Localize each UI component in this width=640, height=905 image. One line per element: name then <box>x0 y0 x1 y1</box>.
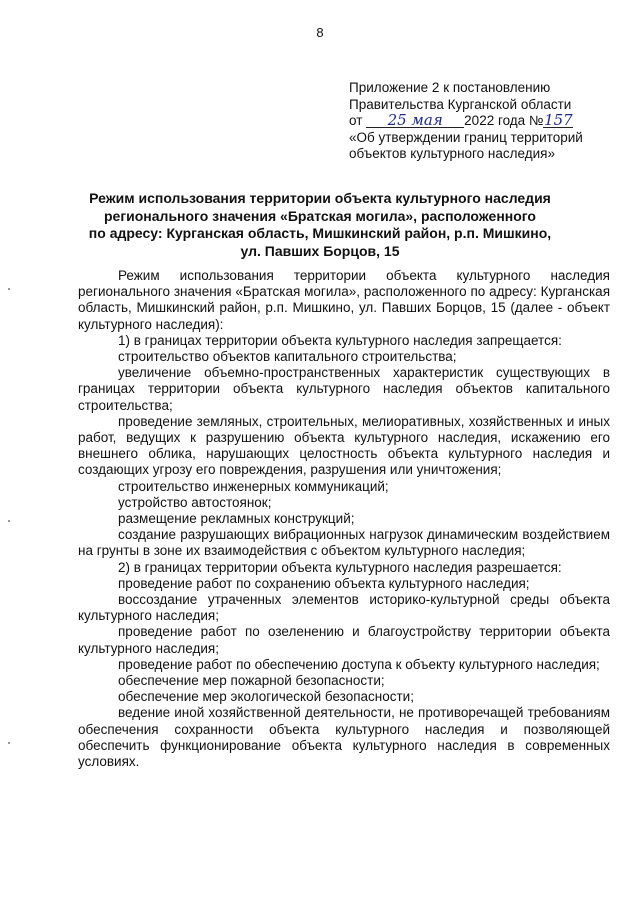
page-number: 8 <box>316 25 324 40</box>
paragraph: устройство автостоянок; <box>118 494 272 510</box>
date-prefix: от <box>349 113 363 128</box>
appendix-line: «Об утверждении границ территорий <box>349 129 583 145</box>
appendix-date-line <box>349 113 629 130</box>
paragraph: увеличение объемно-пространственных характеристик существующих в границах территории объекта культурного наследия объектов капитального строительства; <box>78 365 610 413</box>
paragraph: проведение земляных, строительных, мелиоративных, хозяйственных и иных работ, ведущих к разрушению объекта культурного наследия, искажению его внешнего облика, нарушающих целостность объекта культурного наследия и создающих угрозу его повреждения, разрушения или уничтожения; <box>78 413 610 478</box>
title-line: Режим использования территории объекта культурного наследия <box>89 190 551 206</box>
margin-mark <box>8 288 10 290</box>
date-field <box>366 111 464 129</box>
document-title <box>60 190 580 260</box>
handwritten-date: 25 мая <box>387 111 443 129</box>
paragraph: обеспечение мер пожарной безопасности; <box>118 673 385 689</box>
paragraph: воссоздание утраченных элементов историко-культурной среды объекта культурного наследия; <box>78 592 610 624</box>
margin-mark <box>8 742 10 744</box>
appendix-line: Приложение 2 к постановлению <box>349 80 551 95</box>
paragraph: 2) в границах территории объекта культурного наследия разрешается: <box>118 559 562 575</box>
margin-mark <box>8 520 10 522</box>
document-body <box>78 268 610 770</box>
paragraph: 1) в границах территории объекта культурного наследия запрещается: <box>118 332 562 348</box>
year-number-label: 2022 года № <box>464 113 544 128</box>
paragraph: обеспечение мер экологической безопасности; <box>118 689 414 705</box>
handwritten-number: 157 <box>544 111 573 129</box>
number-field <box>543 111 573 129</box>
title-line: ул. Павших Борцов, 15 <box>240 242 400 259</box>
appendix-block <box>349 80 629 163</box>
paragraph: проведение работ по озеленению и благоустройству территории объекта культурного наследия; <box>78 624 610 656</box>
paragraph: проведение работ по обеспечению доступа к объекту культурного наследия; <box>118 656 600 672</box>
appendix-line: Правительства Курганской области <box>349 96 572 112</box>
title-line: регионального значения «Братская могила», расположенного <box>103 207 536 224</box>
paragraph: строительство объектов капитального строительства; <box>118 349 457 365</box>
paragraph: Режим использования территории объекта культурного наследия регионального значения «Братская могила», расположенного по адресу: Курганская область, Мишкинский район, р.п. Мишкино, ул. Павших Борцов, 15 (далее - объект культурного наследия): <box>78 268 610 332</box>
appendix-line: объектов культурного наследия» <box>349 146 555 161</box>
paragraph: проведение работ по сохранению объекта культурного наследия; <box>118 575 530 591</box>
paragraph: строительство инженерных коммуникаций; <box>118 478 389 494</box>
paragraph: создание разрушающих вибрационных нагрузок динамическим воздействием на грунты в зоне их взаимодействия с объектом культурного наследия; <box>78 527 610 559</box>
paragraph: размещение рекламных конструкций; <box>118 511 355 527</box>
paragraph: ведение иной хозяйственной деятельности, не противоречащей требованиям обеспечения сохранности объекта культурного наследия и позволяющей обеспечить функционирование объекта культурного наследия в современных условиях. <box>78 705 610 770</box>
title-line: по адресу: Курганская область, Мишкинский район, р.п. Мишкино, <box>88 225 552 241</box>
